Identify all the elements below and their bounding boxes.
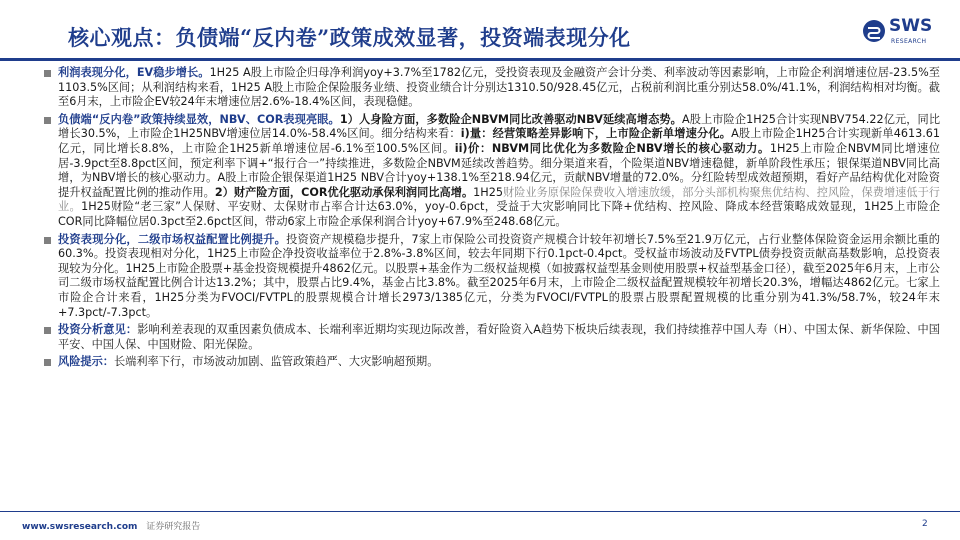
bullet-heading: 风险提示： xyxy=(58,355,114,369)
footer-url-link[interactable]: www.swsresearch.com xyxy=(22,522,138,532)
footer-divider xyxy=(0,511,960,512)
square-bullet-icon xyxy=(44,237,51,244)
para-run xyxy=(58,66,940,108)
footer-label: 证券研究报告 xyxy=(146,522,201,532)
text-run: 1H25财险“老三家”人保财、平安财、太保财市占率合计达63.0%，yoy-0.6pct，受益于大灾影响同比下降+优结构、控风险、降成本经营策略成效显现，1H25上市险企COR同比降幅位居0.3pct至2.6pct区间，带动6家上市险企承保利润合计yoy+67.9%至248.68亿元。 xyxy=(58,200,940,228)
text-run: 影响利差表现的双重因素负债成本、长端利率近期均实现边际改善，看好险资入A趋势下板块后续表现，我们持续推荐中国人寿（H）、中国太保、新华保险、中国平安、中国人保、中国财险、阳光保险。 xyxy=(58,323,940,351)
square-bullet-icon xyxy=(44,327,51,334)
square-bullet-icon xyxy=(44,359,51,366)
page-title: 核心观点：负债端“反内卷”政策成效显著，投资端表现分化 xyxy=(68,25,631,50)
text-run: 1H25 A股上市险企归母净利润yoy+3.7%至1782亿元，受投资表现及金融资产会计分类、利率波动等因素影响，上市险企利润增速位居-23.5%至1103.5%区间；从利润结构来看，1H25 A股上市险企保险服务业绩、投资业绩合计分别达1310.50/928.45亿元，占税前利润比重分别达58.0%/41.1%，利润结构相对均衡。截至6月末，上市险企EV较24年末增速位居2.6%-18.4%区间，表现稳健。 xyxy=(58,66,940,109)
text-run: ii)价：NBVM同比优化为多数险企NBV增长的核心驱动力。 xyxy=(454,141,770,155)
text-run: i)量：经营策略差异影响下，上市险企新单增速分化。 xyxy=(460,127,732,141)
bullet-heading: 投资分析意见： xyxy=(58,323,138,337)
para-run xyxy=(58,355,438,368)
logo-text: SWS xyxy=(889,16,933,36)
logo-subtext: RESEARCH xyxy=(891,38,927,45)
text-run: 1H25 xyxy=(473,185,503,199)
bullet-investment xyxy=(44,233,940,321)
square-bullet-icon xyxy=(44,70,51,77)
bullet-liability xyxy=(44,113,940,230)
text-run: 财险业务原保险保费收入增速放缓，部分头部机构聚焦优结构、控风险，保费增速低于行业。 xyxy=(58,185,940,214)
para-run xyxy=(58,323,940,351)
sws-logo-icon xyxy=(862,19,886,43)
bullet-heading: 负债端“反内卷”政策持续显效，NBV、COR表现亮眼。 xyxy=(58,112,340,126)
para-run xyxy=(58,113,940,228)
header-divider xyxy=(0,58,960,61)
bullet-opinion xyxy=(44,323,940,352)
page-number: 2 xyxy=(922,519,928,529)
text-run: 长端利率下行，市场波动加剧、监管政策趋严、大灾影响超预期。 xyxy=(113,355,439,369)
sws-logo xyxy=(862,16,942,50)
bullet-risk xyxy=(44,355,940,370)
text-run: A股上市险企1H25合计实现新单4613.61亿元，同比增长8.8%，上市险企1H25新单增速位居-6.1%至100.5%区间。 xyxy=(58,127,941,155)
bullet-list xyxy=(44,66,940,373)
slide-header xyxy=(0,0,960,62)
bullet-profit xyxy=(44,66,940,110)
text-run: 1）人身险方面，多数险企NBVM同比改善驱动NBV延续高增态势。 xyxy=(339,112,682,126)
text-run: 2）财产险方面，COR优化驱动承保利润同比高增。 xyxy=(214,185,474,199)
bullet-heading: 利润表现分化，EV稳步增长。 xyxy=(58,66,210,79)
square-bullet-icon xyxy=(44,117,51,124)
para-run xyxy=(58,233,940,319)
text-run: 投资资产规模稳步提升，7家上市保险公司投资资产规模合计较年初增长7.5%至21.9万亿元，占行业整体保险资金运用余额比重的60.3%。投资表现相对分化，1H25上市险企净投资收益率位于2.8%-3.8%区间，较去年同期下行0.1pct-0.4pct。受权益市场波动及FVTPL债券投资贡献高基数影响，总投资表现较为分化。1H25上市险企股票+基金投资规模提升4862亿元。以股票+基金作为二级权益规模（如披露权益型基金则使用股票+权益型基金口径），截至2025年6月末，上市公司二级市场权益配置比例合计达13.2%；其中，股票占比9.4%，基金占比3.8%。截至2025年6月末，上市险企二级权益配置规模较年初增长20.3%，增幅达4862亿元。七家上市险企合计来看，1H25分类为FVOCI/FVTPL的股票规模合计增长2973/1385亿元，分类为FVOCI/FVTPL的股票占股票配置规模的比重分别为41.3%/58.7%，较24年末+7.3pct/-7.3pct。 xyxy=(58,232,940,319)
footer xyxy=(22,519,200,532)
text-run: 1H25上市险企NBVM同比增速位居-3.9pct至8.8pct区间，预定利率下调+“报行合一”持续推进，多数险企NBVM延续改善趋势。细分渠道来看，个险渠道NBV增速稳健，新单阶段性承压；银保渠道NBV同比高增，为NBV增长的核心驱动力。A股上市险企银保渠道1H25 NBV合计yoy+138.1%至218.94亿元，贡献NBV增量的72.0%。分红险转型成效超预期，看好产品结构优化对险资提升权益配置比例的推动作用。 xyxy=(58,141,941,199)
bullet-heading: 投资表现分化，二级市场权益配置比例提升。 xyxy=(58,232,287,246)
text-run: A股上市险企1H25合计实现NBV754.22亿元，同比增长30.5%，上市险企1H25NBV增速位居14.0%-58.4%区间。细分结构来看： xyxy=(58,112,941,141)
